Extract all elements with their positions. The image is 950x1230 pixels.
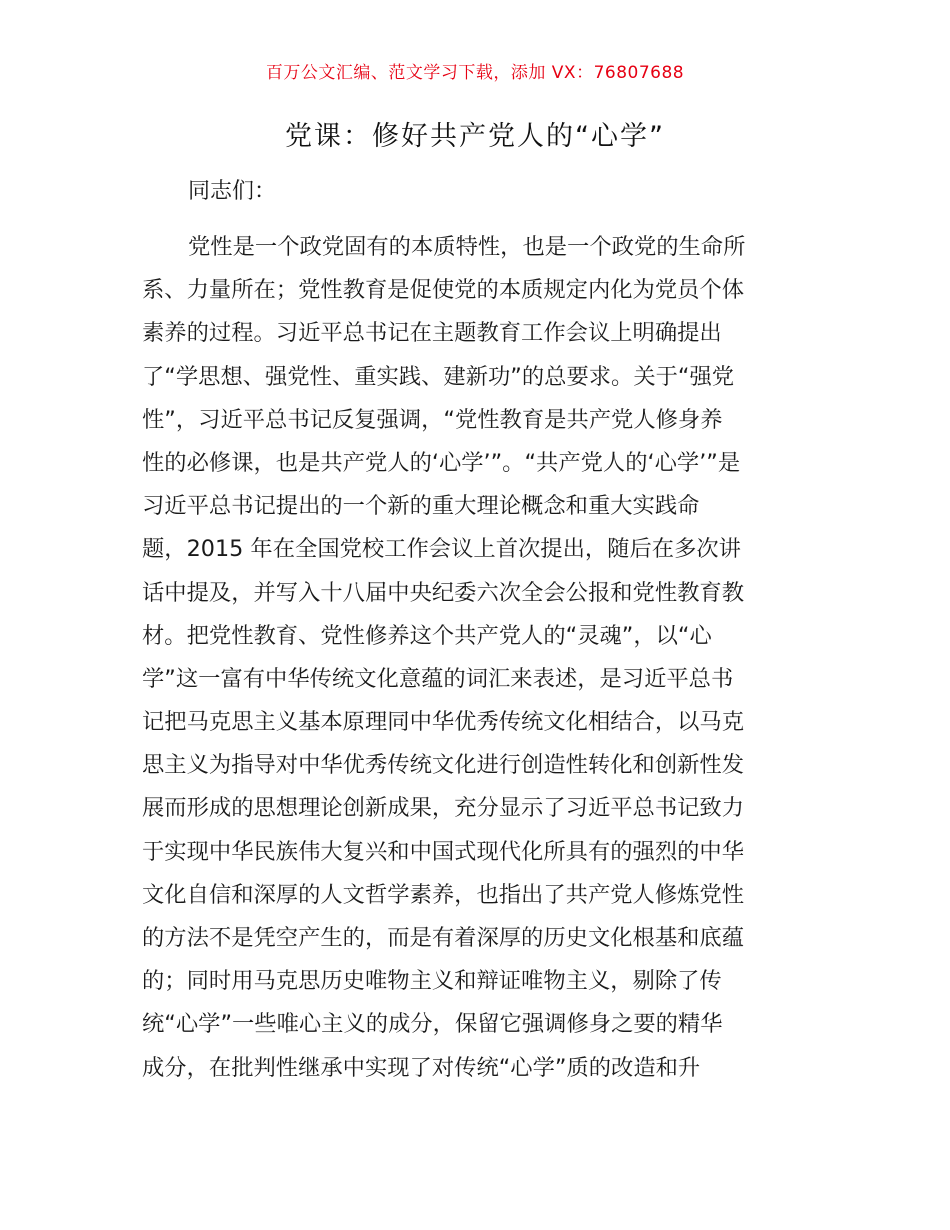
body-line: 素养的过程。习近平总书记在主题教育工作会议上明确提出	[142, 320, 722, 347]
body-line: 题，2015 年在全国党校工作会议上首次提出，随后在多次讲	[142, 536, 741, 563]
header-promo-note: 百万公文汇编、范文学习下载，添加 VX：76807688	[265, 63, 685, 83]
body-line: 系、力量所在；党性教育是促使党的本质规定内化为党员个体	[142, 277, 745, 304]
body-line: 记把马克思主义基本原理同中华优秀传统文化相结合，以马克	[142, 709, 745, 736]
body-line: 展而形成的思想理论创新成果，充分显示了习近平总书记致力	[142, 795, 745, 822]
body-line: 的方法不是凭空产生的，而是有着深厚的历史文化根基和底蕴	[142, 925, 745, 951]
body-line: 思主义为指导对中华优秀传统文化进行创造性转化和创新性发	[142, 752, 745, 779]
body-line: 话中提及，并写入十八届中央纪委六次全会公报和党性教育教	[142, 579, 745, 606]
salutation: 同志们：	[188, 179, 277, 204]
body-line: 习近平总书记提出的一个新的重大理论概念和重大实践命	[142, 493, 700, 520]
body-line: 材。把党性教育、党性修养这个共产党人的“灵魂”，以“心	[142, 622, 712, 649]
body-line: 性的必修课，也是共产党人的‘心学’”。“共产党人的‘心学’”是	[142, 449, 741, 476]
body-paragraph	[142, 226, 814, 1090]
body-line: 党性是一个政党固有的本质特性，也是一个政党的生命所	[188, 234, 746, 260]
body-line: 成分，在批判性继承中实现了对传统“心学”质的改造和升	[142, 1054, 701, 1081]
body-line: 文化自信和深厚的人文哲学素养，也指出了共产党人修炼党性	[142, 881, 745, 908]
body-line: 统“心学”一些唯心主义的成分，保留它强调修身之要的精华	[142, 1011, 723, 1038]
body-line: 性”，习近平总书记反复强调，“党性教育是共产党人修身养	[142, 406, 723, 433]
body-line: 学”这一富有中华传统文化意蕴的词汇来表述，是习近平总书	[142, 665, 734, 692]
body-line: 的；同时用马克思历史唯物主义和辩证唯物主义，剔除了传	[142, 968, 722, 995]
page-title: 党课：修好共产党人的“心学”	[285, 121, 665, 152]
body-line: 于实现中华民族伟大复兴和中国式现代化所具有的强烈的中华	[142, 838, 745, 865]
body-line: 了“学思想、强党性、重实践、建新功”的总要求。关于“强党	[142, 363, 735, 390]
